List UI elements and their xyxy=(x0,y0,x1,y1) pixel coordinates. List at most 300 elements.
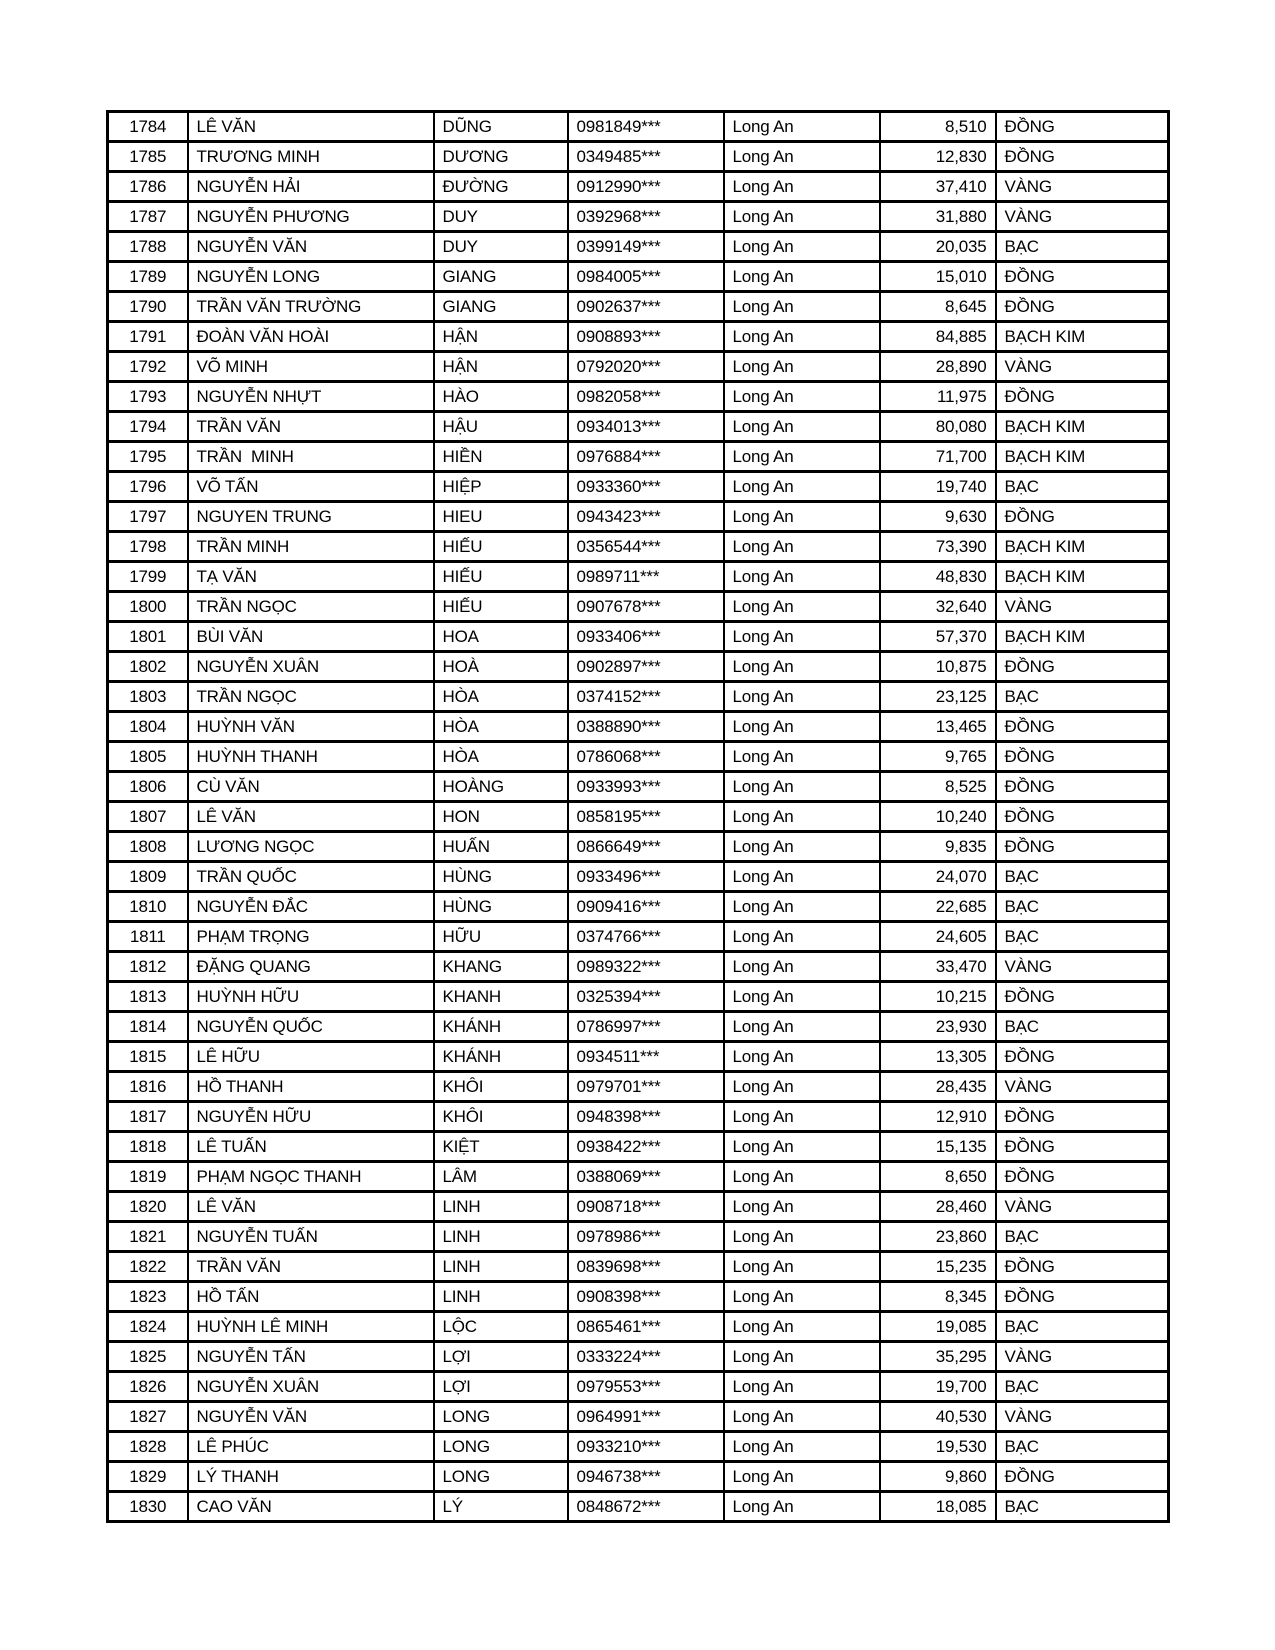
cell-last-middle-name: TẠ VĂN xyxy=(188,562,434,592)
cell-last-middle-name: NGUYỄN XUÂN xyxy=(188,1372,434,1402)
cell-phone-masked: 0848672*** xyxy=(568,1492,724,1522)
cell-points: 35,295 xyxy=(880,1342,996,1372)
cell-first-name: HIEU xyxy=(434,502,568,532)
cell-province: Long An xyxy=(724,832,880,862)
cell-tier: BẠC xyxy=(996,472,1169,502)
cell-last-middle-name: LÊ VĂN xyxy=(188,1192,434,1222)
cell-first-name: LINH xyxy=(434,1282,568,1312)
cell-phone-masked: 0934013*** xyxy=(568,412,724,442)
table-row xyxy=(108,1462,1169,1492)
cell-index: 1822 xyxy=(108,1252,188,1282)
cell-phone-masked: 0349485*** xyxy=(568,142,724,172)
cell-last-middle-name: NGUYỄN ĐẮC xyxy=(188,892,434,922)
table-row xyxy=(108,112,1169,142)
cell-points: 8,645 xyxy=(880,292,996,322)
cell-tier: ĐỒNG xyxy=(996,382,1169,412)
table-row xyxy=(108,1252,1169,1282)
table-row xyxy=(108,292,1169,322)
cell-last-middle-name: LÊ VĂN xyxy=(188,112,434,142)
cell-index: 1814 xyxy=(108,1012,188,1042)
cell-province: Long An xyxy=(724,742,880,772)
cell-points: 24,070 xyxy=(880,862,996,892)
cell-province: Long An xyxy=(724,802,880,832)
table-row xyxy=(108,532,1169,562)
cell-tier: ĐỒNG xyxy=(996,1462,1169,1492)
cell-points: 9,630 xyxy=(880,502,996,532)
cell-tier: ĐỒNG xyxy=(996,742,1169,772)
cell-province: Long An xyxy=(724,1102,880,1132)
cell-last-middle-name: LÊ VĂN xyxy=(188,802,434,832)
cell-last-middle-name: TRẦN NGỌC xyxy=(188,682,434,712)
table-row xyxy=(108,1042,1169,1072)
cell-last-middle-name: NGUYỄN PHƯƠNG xyxy=(188,202,434,232)
cell-points: 40,530 xyxy=(880,1402,996,1432)
cell-last-middle-name: TRƯƠNG MINH xyxy=(188,142,434,172)
cell-index: 1812 xyxy=(108,952,188,982)
cell-last-middle-name: NGUYỄN QUỐC xyxy=(188,1012,434,1042)
cell-province: Long An xyxy=(724,622,880,652)
cell-first-name: HÀO xyxy=(434,382,568,412)
cell-points: 9,835 xyxy=(880,832,996,862)
cell-index: 1798 xyxy=(108,532,188,562)
cell-province: Long An xyxy=(724,1162,880,1192)
cell-points: 11,975 xyxy=(880,382,996,412)
cell-last-middle-name: VÕ TẤN xyxy=(188,472,434,502)
cell-points: 31,880 xyxy=(880,202,996,232)
cell-first-name: LINH xyxy=(434,1222,568,1252)
cell-phone-masked: 0943423*** xyxy=(568,502,724,532)
cell-first-name: LINH xyxy=(434,1192,568,1222)
cell-index: 1796 xyxy=(108,472,188,502)
cell-index: 1818 xyxy=(108,1132,188,1162)
cell-points: 24,605 xyxy=(880,922,996,952)
cell-last-middle-name: ĐẶNG QUANG xyxy=(188,952,434,982)
cell-points: 23,860 xyxy=(880,1222,996,1252)
cell-first-name: HUẤN xyxy=(434,832,568,862)
cell-phone-masked: 0786068*** xyxy=(568,742,724,772)
table-row xyxy=(108,142,1169,172)
table-row xyxy=(108,832,1169,862)
cell-tier: ĐỒNG xyxy=(996,1102,1169,1132)
cell-phone-masked: 0792020*** xyxy=(568,352,724,382)
cell-phone-masked: 0786997*** xyxy=(568,1012,724,1042)
cell-phone-masked: 0902637*** xyxy=(568,292,724,322)
table-row xyxy=(108,502,1169,532)
cell-province: Long An xyxy=(724,1402,880,1432)
cell-phone-masked: 0933406*** xyxy=(568,622,724,652)
cell-first-name: HẬU xyxy=(434,412,568,442)
cell-first-name: KIỆT xyxy=(434,1132,568,1162)
cell-points: 18,085 xyxy=(880,1492,996,1522)
cell-tier: VÀNG xyxy=(996,592,1169,622)
cell-province: Long An xyxy=(724,712,880,742)
cell-tier: ĐỒNG xyxy=(996,1132,1169,1162)
cell-points: 10,875 xyxy=(880,652,996,682)
cell-last-middle-name: CÙ VĂN xyxy=(188,772,434,802)
cell-last-middle-name: PHẠM TRỌNG xyxy=(188,922,434,952)
cell-tier: VÀNG xyxy=(996,1192,1169,1222)
cell-index: 1828 xyxy=(108,1432,188,1462)
cell-index: 1804 xyxy=(108,712,188,742)
cell-province: Long An xyxy=(724,1132,880,1162)
table-row xyxy=(108,592,1169,622)
cell-first-name: HIỀN xyxy=(434,442,568,472)
cell-tier: BẠC xyxy=(996,1222,1169,1252)
cell-first-name: HOÀNG xyxy=(434,772,568,802)
cell-index: 1813 xyxy=(108,982,188,1012)
cell-first-name: LONG xyxy=(434,1432,568,1462)
cell-last-middle-name: HUỲNH LÊ MINH xyxy=(188,1312,434,1342)
cell-index: 1820 xyxy=(108,1192,188,1222)
cell-phone-masked: 0912990*** xyxy=(568,172,724,202)
table-row xyxy=(108,1342,1169,1372)
cell-index: 1803 xyxy=(108,682,188,712)
cell-province: Long An xyxy=(724,772,880,802)
cell-first-name: LÂM xyxy=(434,1162,568,1192)
cell-phone-masked: 0948398*** xyxy=(568,1102,724,1132)
cell-index: 1794 xyxy=(108,412,188,442)
cell-province: Long An xyxy=(724,412,880,442)
cell-index: 1830 xyxy=(108,1492,188,1522)
cell-last-middle-name: LÊ PHÚC xyxy=(188,1432,434,1462)
cell-first-name: HẬN xyxy=(434,352,568,382)
cell-tier: ĐỒNG xyxy=(996,802,1169,832)
table-row xyxy=(108,202,1169,232)
table-row xyxy=(108,232,1169,262)
cell-points: 19,740 xyxy=(880,472,996,502)
cell-province: Long An xyxy=(724,982,880,1012)
cell-index: 1825 xyxy=(108,1342,188,1372)
cell-phone-masked: 0976884*** xyxy=(568,442,724,472)
cell-last-middle-name: HỒ TẤN xyxy=(188,1282,434,1312)
cell-index: 1789 xyxy=(108,262,188,292)
cell-index: 1823 xyxy=(108,1282,188,1312)
cell-tier: BẠCH KIM xyxy=(996,412,1169,442)
cell-index: 1824 xyxy=(108,1312,188,1342)
cell-tier: ĐỒNG xyxy=(996,1282,1169,1312)
cell-points: 22,685 xyxy=(880,892,996,922)
cell-points: 33,470 xyxy=(880,952,996,982)
cell-index: 1819 xyxy=(108,1162,188,1192)
cell-first-name: KHÁNH xyxy=(434,1012,568,1042)
cell-province: Long An xyxy=(724,502,880,532)
cell-province: Long An xyxy=(724,922,880,952)
cell-phone-masked: 0979701*** xyxy=(568,1072,724,1102)
cell-tier: ĐỒNG xyxy=(996,112,1169,142)
table-row xyxy=(108,1132,1169,1162)
cell-phone-masked: 0989711*** xyxy=(568,562,724,592)
cell-tier: VÀNG xyxy=(996,172,1169,202)
cell-tier: ĐỒNG xyxy=(996,772,1169,802)
table-row xyxy=(108,742,1169,772)
cell-index: 1785 xyxy=(108,142,188,172)
cell-tier: BẠC xyxy=(996,1012,1169,1042)
cell-province: Long An xyxy=(724,1282,880,1312)
cell-phone-masked: 0908398*** xyxy=(568,1282,724,1312)
cell-first-name: LONG xyxy=(434,1462,568,1492)
table-row xyxy=(108,772,1169,802)
cell-phone-masked: 0388890*** xyxy=(568,712,724,742)
cell-last-middle-name: TRẦN MINH xyxy=(188,532,434,562)
cell-tier: BẠC xyxy=(996,1492,1169,1522)
table-row xyxy=(108,952,1169,982)
cell-province: Long An xyxy=(724,1072,880,1102)
cell-last-middle-name: PHẠM NGỌC THANH xyxy=(188,1162,434,1192)
cell-phone-masked: 0933360*** xyxy=(568,472,724,502)
cell-index: 1801 xyxy=(108,622,188,652)
cell-phone-masked: 0908893*** xyxy=(568,322,724,352)
cell-index: 1786 xyxy=(108,172,188,202)
cell-points: 19,700 xyxy=(880,1372,996,1402)
cell-points: 19,530 xyxy=(880,1432,996,1462)
rewards-table xyxy=(106,110,1170,1523)
cell-tier: VÀNG xyxy=(996,952,1169,982)
cell-index: 1821 xyxy=(108,1222,188,1252)
cell-first-name: KHANG xyxy=(434,952,568,982)
cell-province: Long An xyxy=(724,382,880,412)
cell-phone-masked: 0964991*** xyxy=(568,1402,724,1432)
cell-province: Long An xyxy=(724,1432,880,1462)
cell-first-name: LINH xyxy=(434,1252,568,1282)
cell-province: Long An xyxy=(724,1462,880,1492)
cell-province: Long An xyxy=(724,562,880,592)
cell-province: Long An xyxy=(724,232,880,262)
cell-province: Long An xyxy=(724,352,880,382)
cell-phone-masked: 0933210*** xyxy=(568,1432,724,1462)
cell-index: 1809 xyxy=(108,862,188,892)
cell-last-middle-name: NGUYỄN TUẤN xyxy=(188,1222,434,1252)
cell-tier: VÀNG xyxy=(996,1072,1169,1102)
cell-phone-masked: 0325394*** xyxy=(568,982,724,1012)
table-row xyxy=(108,262,1169,292)
cell-points: 32,640 xyxy=(880,592,996,622)
cell-last-middle-name: TRẦN VĂN xyxy=(188,412,434,442)
cell-first-name: KHÁNH xyxy=(434,1042,568,1072)
cell-phone-masked: 0374152*** xyxy=(568,682,724,712)
cell-tier: BẠC xyxy=(996,1312,1169,1342)
cell-points: 9,860 xyxy=(880,1462,996,1492)
cell-tier: BẠC xyxy=(996,1372,1169,1402)
cell-province: Long An xyxy=(724,892,880,922)
cell-tier: ĐỒNG xyxy=(996,1042,1169,1072)
cell-tier: BẠC xyxy=(996,892,1169,922)
cell-phone-masked: 0908718*** xyxy=(568,1192,724,1222)
cell-first-name: LỢI xyxy=(434,1372,568,1402)
cell-last-middle-name: NGUYỄN XUÂN xyxy=(188,652,434,682)
cell-points: 10,215 xyxy=(880,982,996,1012)
cell-last-middle-name: BÙI VĂN xyxy=(188,622,434,652)
cell-phone-masked: 0989322*** xyxy=(568,952,724,982)
cell-points: 71,700 xyxy=(880,442,996,472)
cell-last-middle-name: LƯƠNG NGỌC xyxy=(188,832,434,862)
cell-index: 1797 xyxy=(108,502,188,532)
table-row xyxy=(108,1162,1169,1192)
cell-province: Long An xyxy=(724,682,880,712)
cell-province: Long An xyxy=(724,442,880,472)
cell-province: Long An xyxy=(724,1492,880,1522)
cell-index: 1805 xyxy=(108,742,188,772)
cell-index: 1817 xyxy=(108,1102,188,1132)
cell-index: 1811 xyxy=(108,922,188,952)
cell-province: Long An xyxy=(724,112,880,142)
cell-tier: BẠC xyxy=(996,682,1169,712)
cell-phone-masked: 0982058*** xyxy=(568,382,724,412)
cell-phone-masked: 0909416*** xyxy=(568,892,724,922)
cell-points: 8,650 xyxy=(880,1162,996,1192)
cell-first-name: HIẾU xyxy=(434,592,568,622)
cell-first-name: HOA xyxy=(434,622,568,652)
cell-province: Long An xyxy=(724,202,880,232)
cell-tier: BẠC xyxy=(996,232,1169,262)
cell-points: 37,410 xyxy=(880,172,996,202)
cell-index: 1802 xyxy=(108,652,188,682)
cell-phone-masked: 0978986*** xyxy=(568,1222,724,1252)
cell-first-name: LÝ xyxy=(434,1492,568,1522)
cell-index: 1826 xyxy=(108,1372,188,1402)
cell-phone-masked: 0946738*** xyxy=(568,1462,724,1492)
cell-last-middle-name: NGUYỄN TẤN xyxy=(188,1342,434,1372)
cell-first-name: HÒA xyxy=(434,742,568,772)
cell-points: 23,930 xyxy=(880,1012,996,1042)
table-row xyxy=(108,1402,1169,1432)
cell-points: 57,370 xyxy=(880,622,996,652)
cell-tier: BẠCH KIM xyxy=(996,322,1169,352)
cell-province: Long An xyxy=(724,1342,880,1372)
cell-tier: BẠC xyxy=(996,862,1169,892)
cell-last-middle-name: TRẦN VĂN TRƯỜNG xyxy=(188,292,434,322)
cell-first-name: HÒA xyxy=(434,682,568,712)
cell-last-middle-name: TRẦN MINH xyxy=(188,442,434,472)
cell-phone-masked: 0356544*** xyxy=(568,532,724,562)
cell-tier: BẠCH KIM xyxy=(996,442,1169,472)
cell-province: Long An xyxy=(724,1222,880,1252)
cell-province: Long An xyxy=(724,172,880,202)
cell-first-name: HIẾU xyxy=(434,532,568,562)
cell-last-middle-name: VÕ MINH xyxy=(188,352,434,382)
cell-phone-masked: 0902897*** xyxy=(568,652,724,682)
cell-first-name: DUY xyxy=(434,202,568,232)
cell-points: 48,830 xyxy=(880,562,996,592)
table-row xyxy=(108,1372,1169,1402)
table-body xyxy=(108,112,1169,1522)
cell-last-middle-name: NGUYỄN LONG xyxy=(188,262,434,292)
cell-last-middle-name: HUỲNH HỮU xyxy=(188,982,434,1012)
cell-index: 1790 xyxy=(108,292,188,322)
table-row xyxy=(108,1312,1169,1342)
cell-points: 15,235 xyxy=(880,1252,996,1282)
table-row xyxy=(108,172,1169,202)
cell-points: 12,830 xyxy=(880,142,996,172)
cell-first-name: DƯƠNG xyxy=(434,142,568,172)
cell-last-middle-name: ĐOÀN VĂN HOÀI xyxy=(188,322,434,352)
cell-last-middle-name: CAO VĂN xyxy=(188,1492,434,1522)
cell-province: Long An xyxy=(724,952,880,982)
cell-last-middle-name: NGUYỄN VĂN xyxy=(188,1402,434,1432)
table-row xyxy=(108,682,1169,712)
table-row xyxy=(108,982,1169,1012)
cell-index: 1799 xyxy=(108,562,188,592)
cell-province: Long An xyxy=(724,472,880,502)
cell-first-name: GIANG xyxy=(434,292,568,322)
cell-last-middle-name: TRẦN NGỌC xyxy=(188,592,434,622)
cell-points: 80,080 xyxy=(880,412,996,442)
cell-phone-masked: 0388069*** xyxy=(568,1162,724,1192)
cell-points: 15,135 xyxy=(880,1132,996,1162)
cell-first-name: KHÔI xyxy=(434,1072,568,1102)
table-row xyxy=(108,922,1169,952)
table-row xyxy=(108,622,1169,652)
table-row xyxy=(108,712,1169,742)
cell-first-name: DUY xyxy=(434,232,568,262)
cell-tier: ĐỒNG xyxy=(996,262,1169,292)
table-row xyxy=(108,562,1169,592)
cell-province: Long An xyxy=(724,262,880,292)
cell-first-name: HÙNG xyxy=(434,892,568,922)
cell-index: 1815 xyxy=(108,1042,188,1072)
cell-points: 9,765 xyxy=(880,742,996,772)
cell-points: 73,390 xyxy=(880,532,996,562)
cell-first-name: LONG xyxy=(434,1402,568,1432)
table-row xyxy=(108,1222,1169,1252)
cell-points: 13,305 xyxy=(880,1042,996,1072)
cell-tier: VÀNG xyxy=(996,1342,1169,1372)
cell-province: Long An xyxy=(724,532,880,562)
cell-phone-masked: 0984005*** xyxy=(568,262,724,292)
cell-phone-masked: 0866649*** xyxy=(568,832,724,862)
table-row xyxy=(108,412,1169,442)
cell-index: 1810 xyxy=(108,892,188,922)
cell-phone-masked: 0907678*** xyxy=(568,592,724,622)
cell-points: 8,510 xyxy=(880,112,996,142)
cell-tier: BẠC xyxy=(996,1432,1169,1462)
cell-tier: BẠCH KIM xyxy=(996,532,1169,562)
cell-points: 28,435 xyxy=(880,1072,996,1102)
table-row xyxy=(108,352,1169,382)
cell-points: 19,085 xyxy=(880,1312,996,1342)
cell-phone-masked: 0934511*** xyxy=(568,1042,724,1072)
cell-tier: ĐỒNG xyxy=(996,982,1169,1012)
cell-province: Long An xyxy=(724,1192,880,1222)
cell-tier: ĐỒNG xyxy=(996,712,1169,742)
cell-first-name: GIANG xyxy=(434,262,568,292)
cell-last-middle-name: NGUYỄN HỮU xyxy=(188,1102,434,1132)
cell-phone-masked: 0981849*** xyxy=(568,112,724,142)
cell-first-name: ĐƯỜNG xyxy=(434,172,568,202)
cell-tier: ĐỒNG xyxy=(996,1252,1169,1282)
cell-province: Long An xyxy=(724,292,880,322)
cell-province: Long An xyxy=(724,1042,880,1072)
cell-phone-masked: 0938422*** xyxy=(568,1132,724,1162)
cell-first-name: HÒA xyxy=(434,712,568,742)
cell-index: 1787 xyxy=(108,202,188,232)
cell-points: 28,890 xyxy=(880,352,996,382)
cell-phone-masked: 0392968*** xyxy=(568,202,724,232)
cell-province: Long An xyxy=(724,652,880,682)
cell-province: Long An xyxy=(724,1372,880,1402)
cell-index: 1807 xyxy=(108,802,188,832)
cell-index: 1816 xyxy=(108,1072,188,1102)
cell-index: 1788 xyxy=(108,232,188,262)
cell-points: 15,010 xyxy=(880,262,996,292)
cell-index: 1829 xyxy=(108,1462,188,1492)
cell-province: Long An xyxy=(724,1012,880,1042)
cell-points: 8,345 xyxy=(880,1282,996,1312)
cell-first-name: HỮU xyxy=(434,922,568,952)
table-row xyxy=(108,892,1169,922)
cell-points: 84,885 xyxy=(880,322,996,352)
cell-index: 1793 xyxy=(108,382,188,412)
cell-index: 1791 xyxy=(108,322,188,352)
